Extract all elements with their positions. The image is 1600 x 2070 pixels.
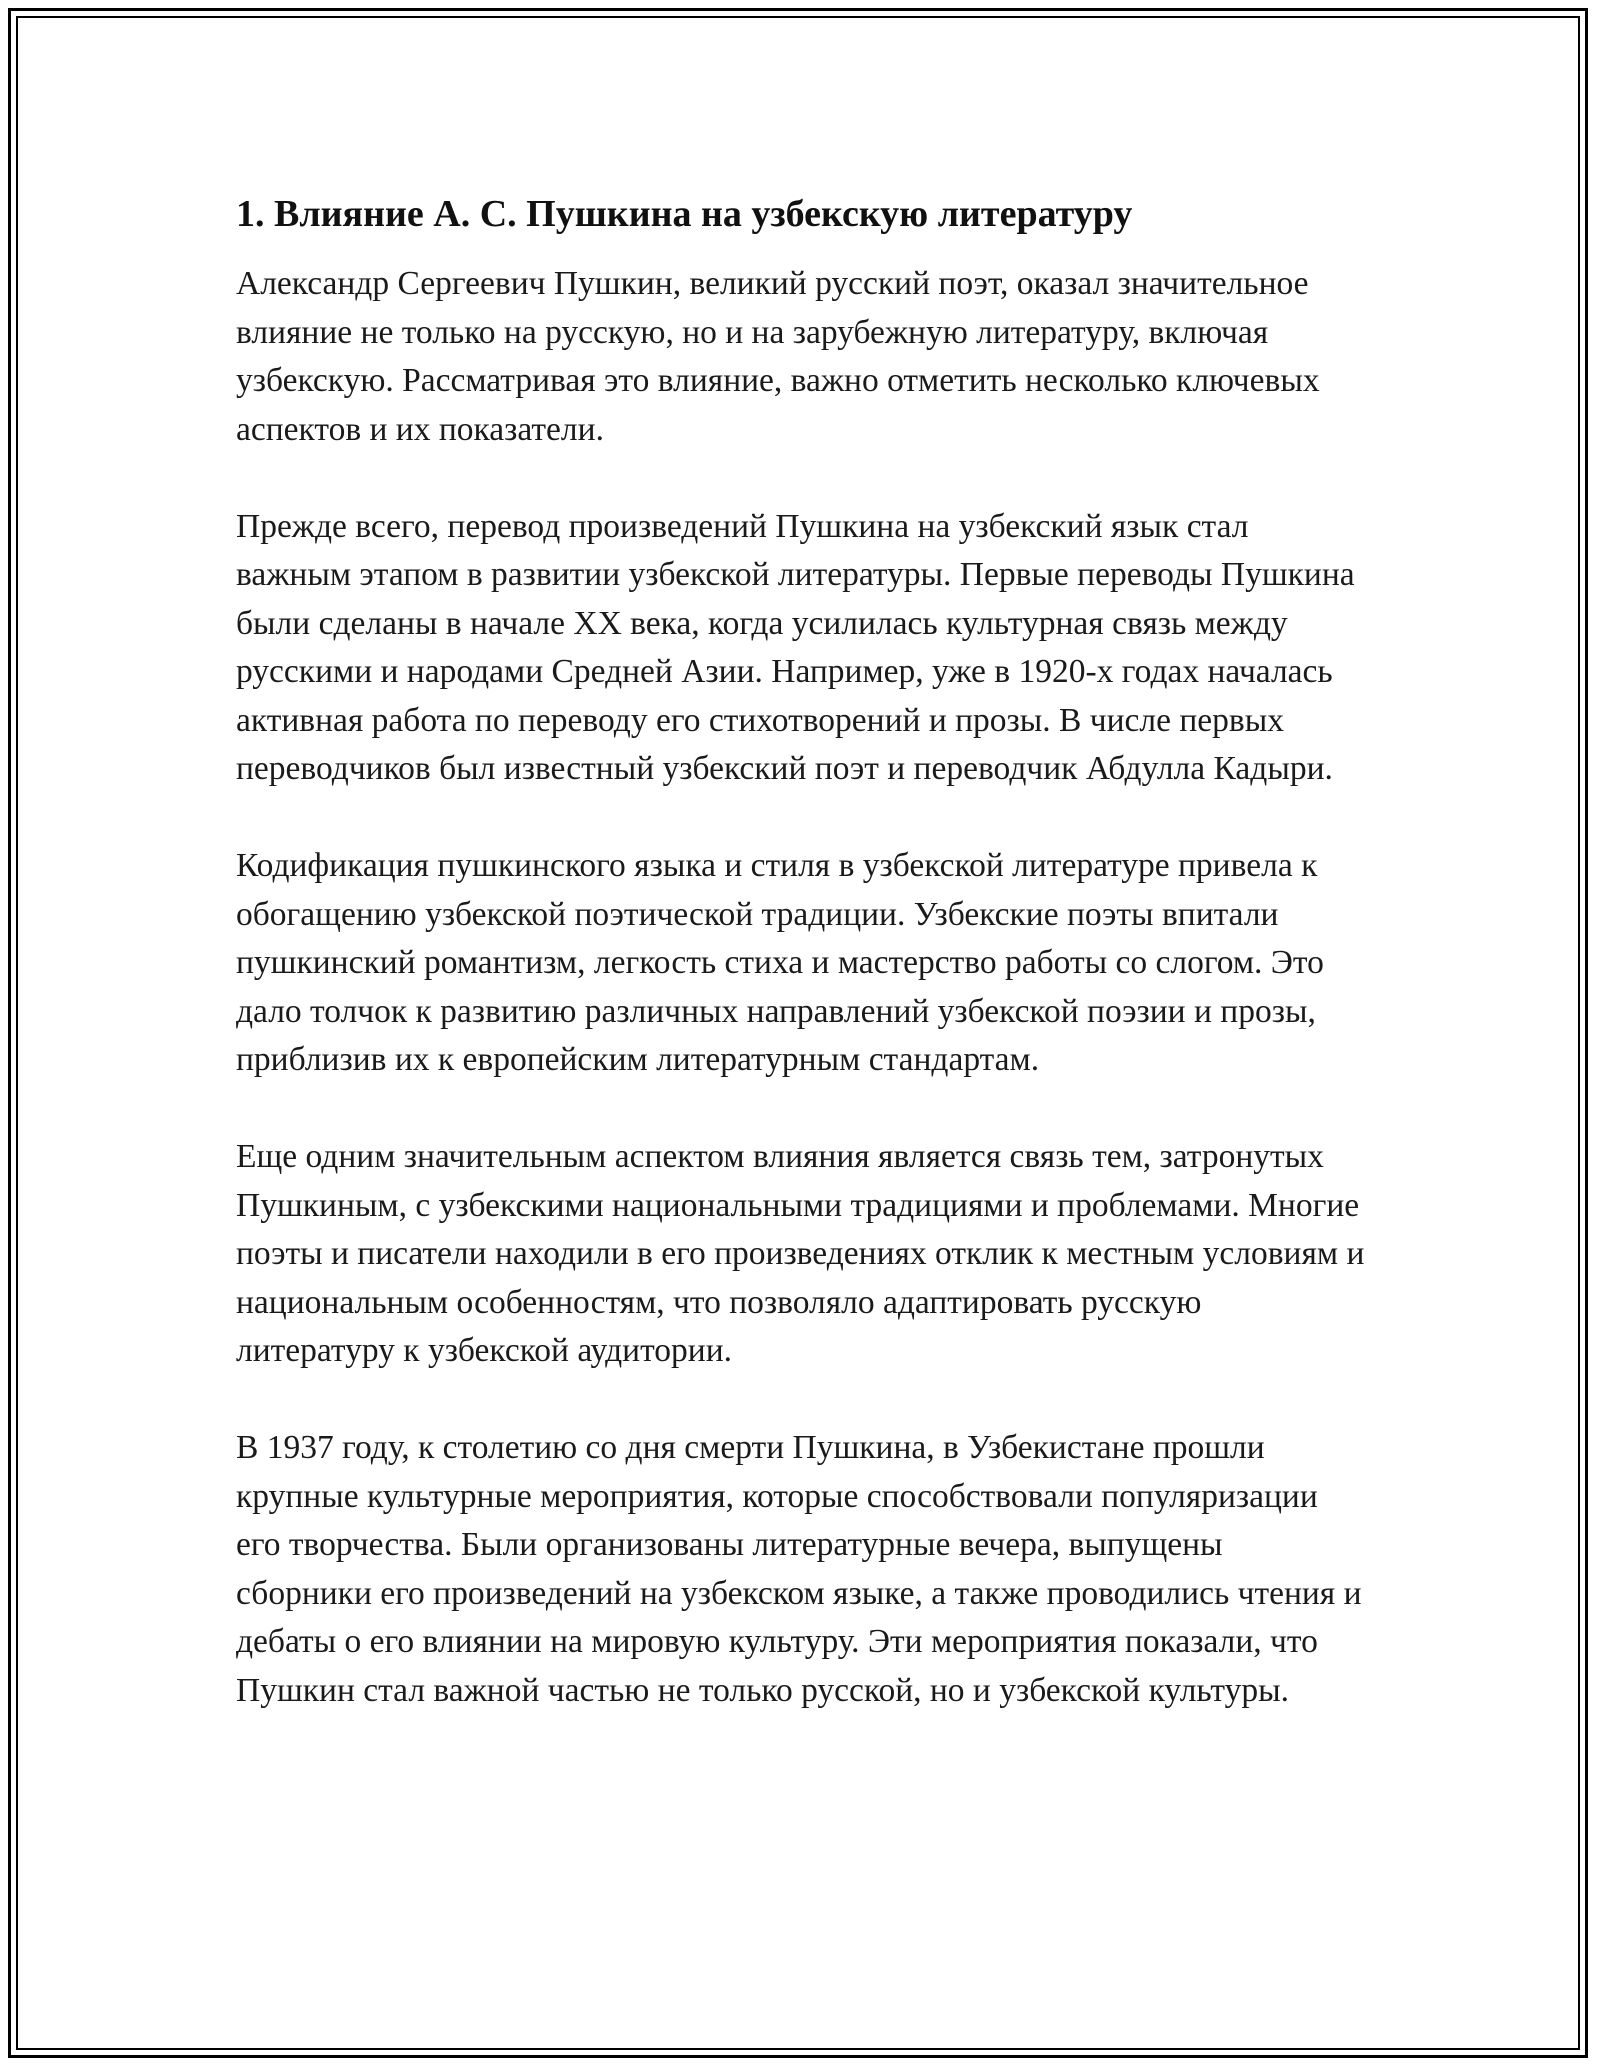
paragraph-2: Прежде всего, перевод произведений Пушкина на узбекский язык стал важным этапом в развитии узбекской литературы. Первые переводы Пушкина были сделаны в начале XX века, когда усилилась культурная связь между русскими и народами Средней Азии. Например, уже в 1920-х годах началась активная работа по переводу его стихотворений и прозы. В числе первых переводчиков был известный узбекский поэт и переводчик Абдулла Кадыри. [236,507,1355,787]
paragraph-3: Кодификация пушкинского языка и стиля в узбекской литературе привела к обогащению узбекской поэтической традиции. Узбекские поэты впитали пушкинский романтизм, легкость стиха и мастерство работы со слогом. Это дало толчок к развитию различных направлений узбекской поэзии и прозы, приблизив их к европейским литературным стандартам. [236,847,1324,1078]
paragraph-4: Еще одним значительным аспектом влияния является связь тем, затронутых Пушкиным, с узбекскими национальными традициями и проблемами. Многие поэты и писатели находили в его произведениях отклик к местным условиям и национальным особенностям, что позволяло адаптировать русскую литературу к узбекской аудитории. [236,1138,1365,1369]
section-heading: 1. Влияние А. С. Пушкина на узбекскую литературу [236,193,1133,235]
paragraph-1: Александр Сергеевич Пушкин, великий русский поэт, оказал значительное влияние не только на русскую, но и на зарубежную литературу, включая узбекскую. Рассматривая это влияние, важно отметить несколько ключевых аспектов и их показатели. [236,265,1320,448]
document-body [236,188,1366,1764]
paragraph-5: В 1937 году, к столетию со дня смерти Пушкина, в Узбекистане прошли крупные культурные мероприятия, которые способствовали популяризации его творчества. Были организованы литературные вечера, выпущены сборники его произведений на узбекском языке, а также проводились чтения и дебаты о его влиянии на мировую культуру. Эти мероприятия показали, что Пушкин стал важной частью не только русской, но и узбекской культуры. [236,1429,1362,1709]
